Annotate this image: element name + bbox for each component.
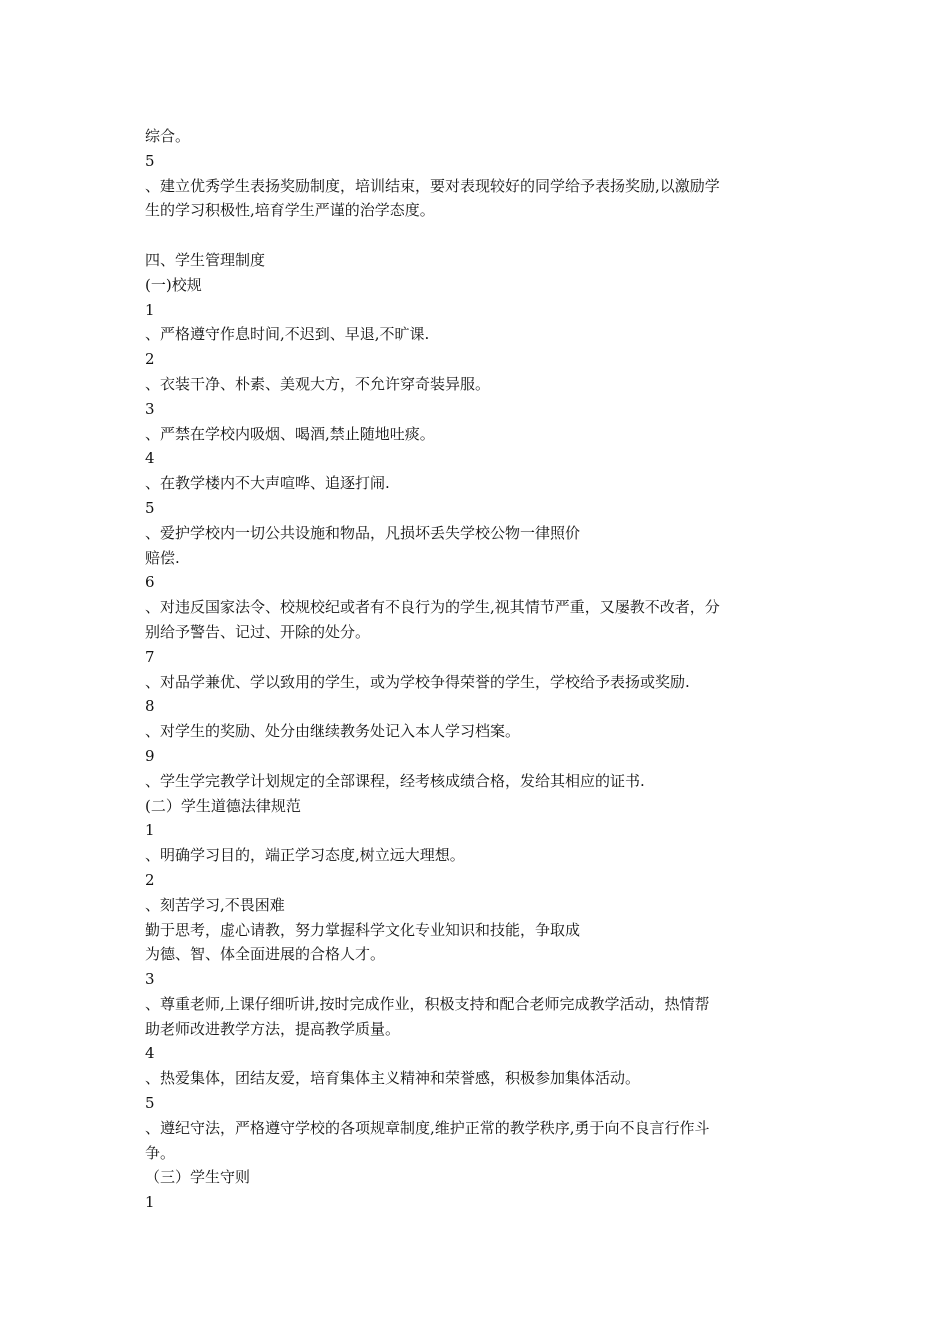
text-line: 4 [145,449,155,468]
text-line: 四、学生管理制度 [145,250,266,269]
text-line: 争。 [145,1143,176,1162]
text-line: 、衣装干净、朴素、美观大方，不允许穿奇装异服。 [145,374,491,393]
text-line: 3 [145,970,155,989]
text-line: (二）学生道德法律规范 [145,796,301,815]
text-line: 勤于思考，虚心请教，努力掌握科学文化专业知识和技能，争取成 [145,920,581,939]
text-line: 、在教学楼内不大声喧哗、追逐打闹. [145,474,390,493]
text-line: 生的学习积极性,培育学生严谨的治学态度。 [145,201,435,220]
text-line: 、遵纪守法，严格遵守学校的各项规章制度,维护正常的教学秩序,勇于向不良言行作斗 [145,1118,710,1137]
text-line: 综合。 [145,127,191,145]
text-line: 、建立优秀学生表扬奖励制度，培训结束，要对表现较好的同学给予表扬奖励,以激励学 [145,176,720,195]
text-line: 、严禁在学校内吸烟、喝酒,禁止随地吐痰。 [145,424,435,443]
text-line: 、对品学兼优、学以致用的学生，或为学校争得荣誉的学生，学校给予表扬或奖励. [145,672,690,691]
text-line: 5 [145,151,155,170]
text-line: 、学生学完教学计划规定的全部课程，经考核成绩合格，发给其相应的证书. [145,771,645,790]
text-line: 3 [145,399,155,418]
blank-line [145,223,795,248]
text-line: 、明确学习目的，端正学习态度,树立远大理想。 [145,846,465,865]
document-page [145,124,795,1215]
text-line: 1 [145,821,155,840]
text-line: 助老师改进教学方法，提高教学质量。 [145,1019,401,1038]
text-line: 赔偿. [145,548,180,567]
text-line: 4 [145,1044,155,1063]
text-line: 、刻苦学习,不畏困难 [145,895,285,914]
text-line: 、尊重老师,上课仔细听讲,按时完成作业，积极支持和配合老师完成教学活动，热情帮 [145,994,710,1013]
text-line: 1 [145,300,155,319]
text-line: 8 [145,697,155,716]
text-line: 1 [145,1193,155,1212]
text-line: 、爱护学校内一切公共设施和物品，凡损坏丢失学校公物一律照价 [145,523,581,542]
text-line: （三）学生守则 [145,1168,251,1187]
text-line: 5 [145,1094,155,1113]
text-line: (一)校规 [145,275,202,294]
text-line: 9 [145,746,155,765]
text-line: 别给予警告、记过、开除的处分。 [145,622,371,641]
text-line: 6 [145,573,155,592]
text-line: 、严格遵守作息时间,不迟到、早退,不旷课. [145,325,430,344]
text-line: 、热爱集体，团结友爱，培育集体主义精神和荣誉感，积极参加集体活动。 [145,1069,641,1088]
text-line: 5 [145,498,155,517]
text-line: 7 [145,647,155,666]
text-line: 为德、智、体全面进展的合格人才。 [145,945,386,964]
text-line: 2 [145,350,155,369]
text-line: 、对违反国家法令、校规校纪或者有不良行为的学生,视其情节严重，又屡教不改者，分 [145,598,720,617]
text-line: 2 [145,870,155,889]
text-line: 、对学生的奖励、处分由继续教务处记入本人学习档案。 [145,722,521,741]
